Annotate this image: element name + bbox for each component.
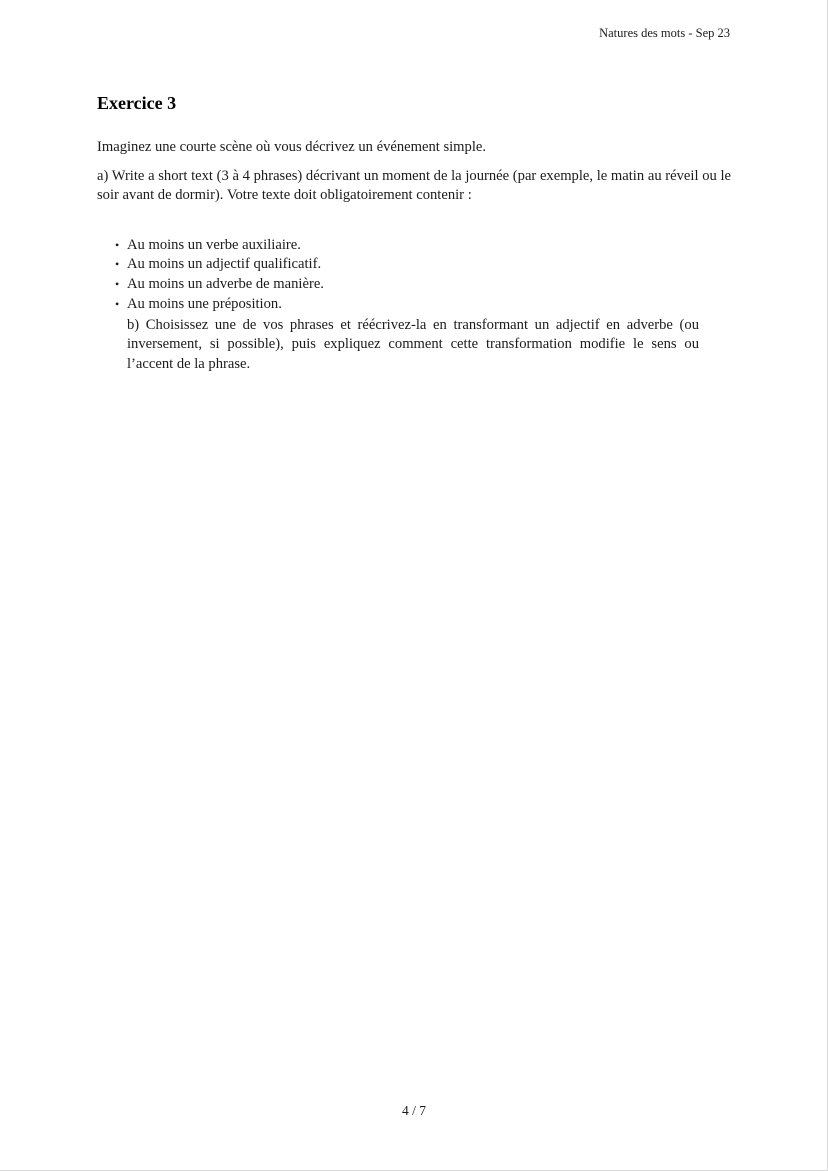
part-b-paragraph: b) Choisissez une de vos phrases et réécrivez-la en transformant un adjectif en adverbe (ou inversement, si possible), puis expliquez comment cette transformation modifie le sens ou l’accent de la phrase.	[127, 316, 699, 373]
list-item: • Au moins une préposition.	[115, 295, 731, 315]
intro-paragraph: Imaginez une courte scène où vous décrivez un événement simple.	[97, 139, 487, 155]
requirements-list	[97, 236, 731, 315]
page-header-running-title: Natures des mots - Sep 23	[599, 26, 730, 40]
part-a-paragraph: a) Write a short text (3 à 4 phrases) décrivant un moment de la journée (par exemple, le matin au réveil ou le soir avant de dormir). Votre texte doit obligatoirement contenir :	[97, 167, 731, 203]
list-item: • Au moins un adjectif qualificatif.	[115, 255, 731, 275]
page-content	[97, 93, 731, 375]
list-item: • Au moins un verbe auxiliaire.	[115, 236, 731, 256]
list-item: • Au moins un adverbe de manière.	[115, 275, 731, 295]
page-number: 4 / 7	[401, 1103, 426, 1118]
exercise-title: Exercice 3	[97, 93, 177, 113]
